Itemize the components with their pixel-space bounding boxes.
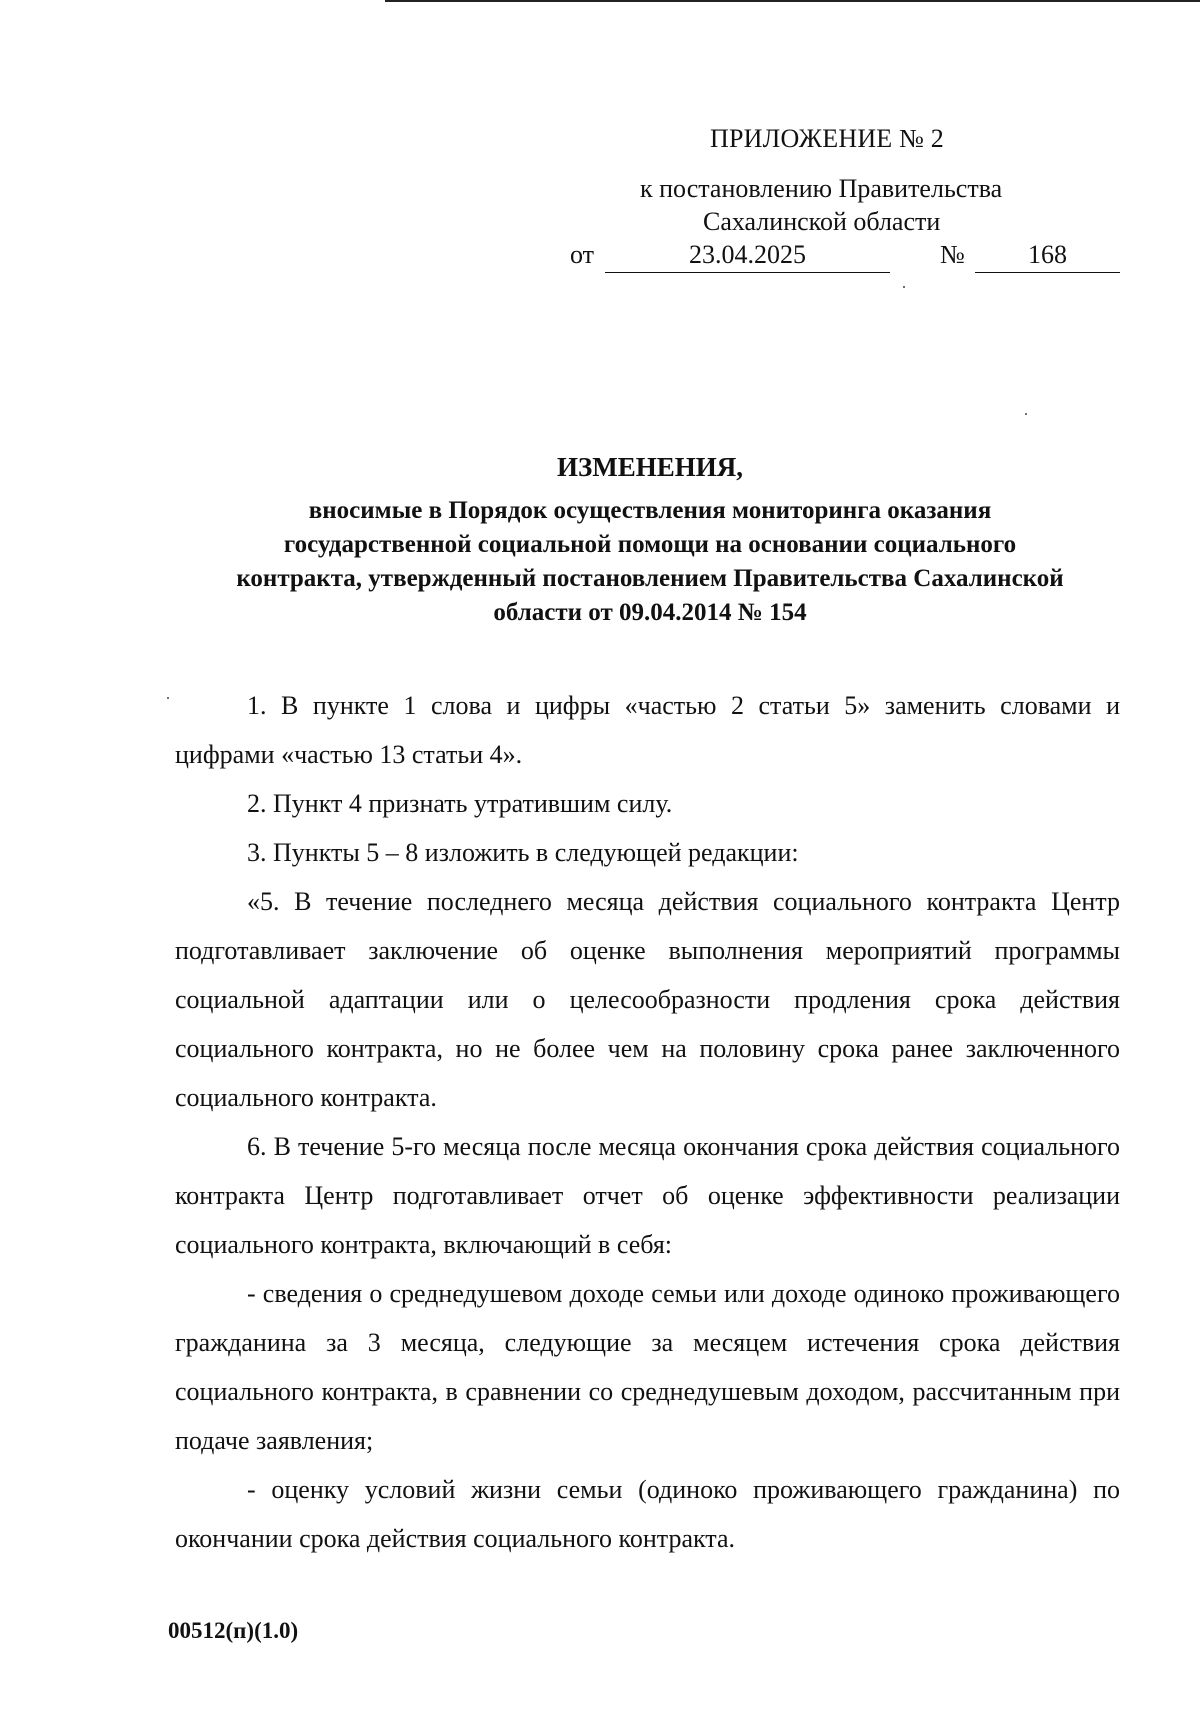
paragraph-1: 1. В пункте 1 слова и цифры «частью 2 статьи 5» заменить словами и цифрами «частью 13 статьи 4». <box>175 691 1120 769</box>
paragraph-6: 6. В течение 5-го месяца после месяца окончания срока действия социального контракта Центр подготавливает отчет об оценке эффективности реализации социального контракта, включающий в себя: <box>175 1132 1120 1259</box>
top-edge-rule <box>385 0 1200 2</box>
appendix-line-region: Сахалинской области <box>703 207 941 236</box>
paragraph-3: 3. Пункты 5 – 8 изложить в следующей редакции: <box>247 838 799 867</box>
document-body <box>175 681 1120 1563</box>
from-label: от <box>570 240 595 269</box>
scan-speck <box>1025 413 1027 415</box>
paragraph-5: «5. В течение последнего месяца действия социального контракта Центр подготавливает заключение об оценке выполнения мероприятий программы социальной адаптации или о целесообразности продления срока действия социального контракта, но не более чем на половину срока ранее заключенного социального контракта. <box>175 887 1120 1112</box>
heading-title: ИЗМЕНЕНИЯ, <box>556 452 743 482</box>
scan-speck <box>167 697 169 699</box>
heading-subtitle <box>170 494 1130 630</box>
paragraph-2: 2. Пункт 4 признать утратившим силу. <box>247 789 673 818</box>
scan-speck <box>903 286 905 288</box>
heading-subtitle-line: контракта, утвержденный постановлением Правительства Сахалинской <box>236 565 1064 592</box>
form-code: 00512(п)(1.0) <box>168 1618 299 1643</box>
list-item-income: - сведения о среднедушевом доходе семьи или доходе одиноко проживающего гражданина за 3 месяца, следующие за месяцем истечения срока действия социального контракта, в сравнении со среднедушевым доходом, рассчитанным при подаче заявления; <box>175 1279 1120 1455</box>
number-sign: № <box>940 240 965 269</box>
decree-number: 168 <box>975 240 1120 273</box>
heading-subtitle-line: вносимые в Порядок осуществления мониторинга оказания <box>308 497 992 524</box>
list-item-living-conditions: - оценку условий жизни семьи (одиноко проживающего гражданина) по окончании срока действия социального контракта. <box>175 1475 1120 1553</box>
heading-subtitle-line: государственной социальной помощи на основании социального <box>283 531 1017 558</box>
heading-subtitle-line: области от 09.04.2014 № 154 <box>493 599 807 626</box>
appendix-title: ПРИЛОЖЕНИЕ № 2 <box>710 124 944 153</box>
decree-reference <box>570 240 1120 276</box>
appendix-line-decree: к постановлению Правительства <box>640 174 1003 203</box>
decree-date: 23.04.2025 <box>605 240 890 273</box>
document-heading <box>170 450 1130 630</box>
